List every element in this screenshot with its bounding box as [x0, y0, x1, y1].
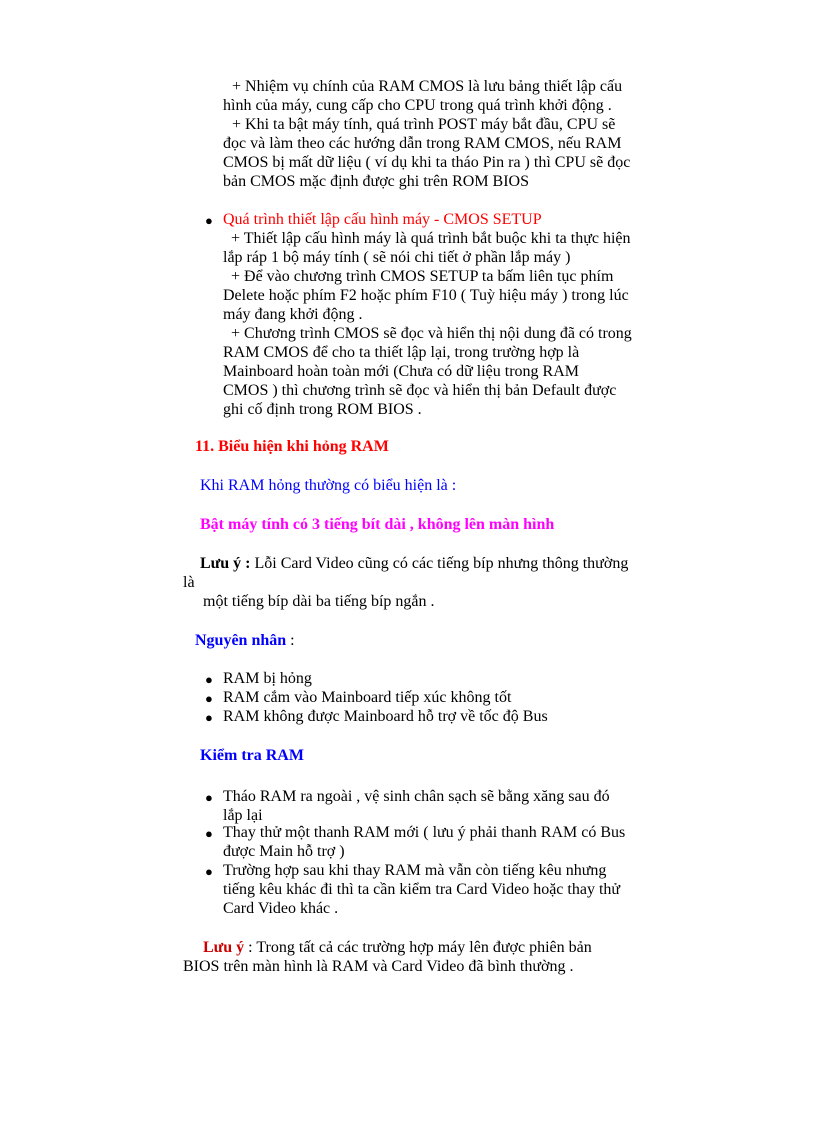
check-item-1-line-2: lắp lại — [223, 807, 263, 824]
final-note-line-1 — [203, 938, 592, 957]
setup-line-2: lắp ráp 1 bộ máy tính ( sẽ nói chi tiết ở phần lắp máy ) — [223, 249, 571, 266]
note-line-2: là — [183, 574, 195, 591]
check-item-3-line-3: Card Video khác . — [223, 900, 339, 917]
check-item-2-line-1: Thay thử một thanh RAM mới ( lưu ý phải thanh RAM có Bus — [223, 824, 626, 841]
section-heading-ram-fault: 11. Biểu hiện khi hỏng RAM — [195, 438, 389, 455]
check-item-3-line-1: Trường hợp sau khi thay RAM mà vẫn còn tiếng kêu nhưng — [223, 862, 607, 879]
cmos-paragraph-line-2: hình của máy, cung cấp cho CPU trong quá trình khởi động . — [223, 97, 612, 114]
setup-line-9: CMOS ) thì chương trình sẽ đọc và hiển thị bản Default được — [223, 382, 617, 399]
setup-line-7: RAM CMOS để cho ta thiết lập lại, trong trường hợp là — [223, 344, 580, 361]
cmos-paragraph-line-1: + Nhiệm vụ chính của RAM CMOS là lưu bảng thiết lập cấu — [232, 78, 623, 95]
setup-line-1: + Thiết lập cấu hình máy là quá trình bắt buộc khi ta thực hiện — [231, 230, 631, 247]
bullet-icon: ● — [205, 213, 213, 228]
bullet-icon: ● — [205, 864, 213, 879]
bullet-icon: ● — [205, 672, 213, 687]
check-ram-heading: Kiểm tra RAM — [200, 747, 304, 764]
check-item-3-line-2: tiếng kêu khác đi thì ta cần kiểm tra Card Video hoặc thay thử — [223, 881, 621, 898]
cause-item-2: RAM cắm vào Mainboard tiếp xúc không tốt — [223, 689, 512, 706]
note-line-1 — [200, 554, 628, 573]
cmos-paragraph-line-3: + Khi ta bật máy tính, quá trình POST máy bắt đầu, CPU sẽ — [232, 116, 616, 133]
final-note-text: : Trong tất cả các trường hợp máy lên được phiên bản — [244, 939, 592, 956]
setup-line-10: ghi cố định trong ROM BIOS . — [223, 401, 422, 418]
bullet-icon: ● — [205, 710, 213, 725]
cause-item-1: RAM bị hỏng — [223, 670, 312, 687]
bullet-icon: ● — [205, 691, 213, 706]
ram-fault-symptom: Bật máy tính có 3 tiếng bít dài , không lên màn hình — [200, 516, 555, 533]
causes-label: Nguyên nhân — [195, 632, 287, 649]
causes-heading — [195, 631, 295, 650]
bullet-icon: ● — [205, 790, 213, 805]
setup-line-3: + Để vào chương trình CMOS SETUP ta bấm liên tục phím — [231, 268, 614, 285]
note-label: Lưu ý : — [200, 555, 251, 572]
setup-line-6: + Chương trình CMOS sẽ đọc và hiển thị nội dung đã có trong — [231, 325, 632, 342]
setup-line-4: Delete hoặc phím F2 hoặc phím F10 ( Tuỳ hiệu máy ) trong lúc — [223, 287, 629, 304]
cmos-setup-title: Quá trình thiết lập cấu hình máy - CMOS SETUP — [223, 211, 542, 228]
note-text: Lỗi Card Video cũng có các tiếng bíp nhưng thông thường — [250, 555, 629, 572]
cmos-paragraph-line-4: đọc và làm theo các hướng dẫn trong RAM CMOS, nếu RAM — [223, 135, 622, 152]
note-line-3: một tiếng bíp dài ba tiếng bíp ngắn . — [203, 593, 435, 610]
check-item-2-line-2: được Main hỗ trợ ) — [223, 843, 345, 860]
cmos-paragraph-line-5: CMOS bị mất dữ liệu ( ví dụ khi ta tháo Pin ra ) thì CPU sẽ đọc — [223, 154, 631, 171]
cmos-paragraph-line-6: bản CMOS mặc định được ghi trên ROM BIOS — [223, 173, 530, 190]
cause-item-3: RAM không được Mainboard hỗ trợ về tốc độ Bus — [223, 708, 548, 725]
causes-suffix: : — [286, 632, 295, 649]
ram-fault-intro: Khi RAM hỏng thường có biểu hiện là : — [200, 477, 457, 494]
setup-line-5: máy đang khởi động . — [223, 306, 363, 323]
bullet-icon: ● — [205, 826, 213, 841]
final-note-label: Lưu ý — [203, 939, 245, 956]
final-note-line-2: BIOS trên màn hình là RAM và Card Video đã bình thường . — [183, 958, 574, 975]
setup-line-8: Mainboard hoàn toàn mới (Chưa có dữ liệu trong RAM — [223, 363, 579, 380]
check-item-1-line-1: Tháo RAM ra ngoài , vệ sinh chân sạch sẽ bằng xăng sau đó — [223, 788, 610, 805]
